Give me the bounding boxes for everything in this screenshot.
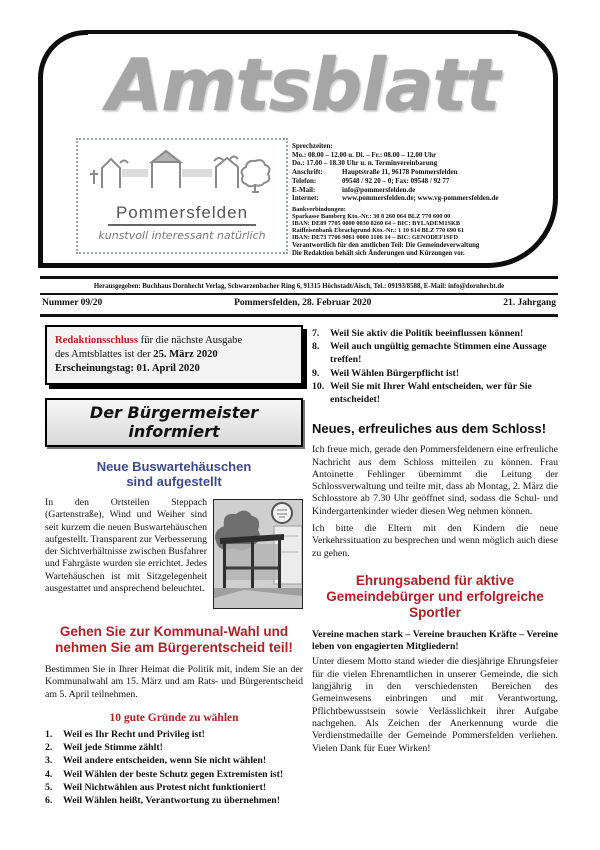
castle-sketch-icon [84,144,280,198]
bank-row: IBAN: DE89 7705 0000 0030 8260 64 – BIC: BYLADEM1SKB [292,220,461,228]
logo-name: Pommersfelden [108,203,256,226]
article-body-honors: Unter diesem Motto stand wieder die diesjährige Ehrungsfeier für die vielen Ehrenamtlichen in unserer Gemeinde, die sich langjährig in den verschiedensten Bereichen des Gemeinwesens einbringen und mit Verantwortung, Pflichtbewusstsein sowie Verlässlichkeit ihrer Aufgabe nachgehen. Als Zeichen der Anerkennung wurde die Verdienstmedaille der Gemeinde Pommersfelden verliehen. Vielen Dank für Euer Wirken! [312,656,558,754]
divider [40,314,558,317]
article-body-castle-p2: Ich bitte die Eltern mit den Kindern die neue Verkehrssituation zu besprechen und wenn möglich auch diese zu gehen. [312,523,558,559]
vote-reason-item: 5. Weil Nichtwählen aus Protest nicht funktioniert! [45,781,267,793]
vote-reason-item: 3. Weil andere entscheiden, wenn Sie nicht wählen! [45,755,267,767]
bank-row: Bankverbindungen: [292,206,346,213]
article-title-honors: Ehrungsabend für aktive Gemeindebürger und erfolgreiche Sportler [326,572,544,620]
vote-reason-item: 6. Weil Wählen heißt, Verantwortung zu übernehmen! [45,794,280,806]
issue-volume: 21. Jahrgang [503,298,556,308]
vote-reason-item: 4. Weil Wählen der beste Schutz gegen Extremisten ist! [45,768,284,780]
vote-reasons-list-right [312,327,558,406]
vote-reason-item: 2. Weil jede Stimme zählt! [45,742,163,754]
responsibility-note: Verantwortlich für den amtlichen Teil: Die Gemeindeverwaltung Die Redaktion behält sich Änderungen und Kürzungen vor. [292,242,480,257]
article-title-bus-shelters: Neue Buswartehäuschen sind aufgestellt [96,459,252,489]
municipality-logo [76,138,288,254]
contact-row: E-Mail: info@pommersfelden.de [292,185,416,194]
article-body-bus-shelters: In den Ortsteilen Steppach (Gartenstraße), Wind und Weiher sind seit kurzem die neuen Buswartehäuschen aufgestellt. Transparent zur Verbesserung der Sichtverhältnisse zwischen Busfahrer und Fahrgäste wurden sie errichtet. Jedes Wartehäuschen ist mit Sitzgelegenheit ausgestattet und ansprechend beleuchtet. [45,497,303,611]
contact-row: Internet: www.pommersfelden.de; www.vg-pommersfelden.de [292,194,499,203]
publisher-line: Herausgegeben: Buchhaus Dornhecht Verlag, Schwarzenbacher Ring 6, 91315 Höchstadt/Aisch, Tel.: 09193/8588, E-Mail: info@dornhecht.de [93,283,505,290]
logo-tagline: kunstvoll interessant natürlich [98,229,266,242]
vote-reasons-list-left [45,728,303,807]
article-title-castle-news: Neues, erfreuliches aus dem Schloss! [312,421,547,437]
vote-reason-item: 7. Weil Sie aktiv die Politik beeinflussen können! [312,328,524,339]
bank-row: IBAN: DE73 7706 9061 0000 1106 14 – BIC: GENODEF1SFD [292,234,459,242]
divider [40,276,558,279]
bank-info-block [292,206,550,241]
left-column [45,325,303,807]
contact-row: Sprechzeiten: [292,142,333,150]
deadline-date: 25. März 2020 [153,349,218,360]
bank-row: Sparkasse Bamberg Kto.-Nr.: 30 8 260 064 BLZ 770 600 00 [292,213,451,221]
article-intro-honors: Vereine machen stark – Vereine brauchen Kräfte – Vereine leben von engagierten Mitgliedern! [312,628,558,653]
contact-row: Telefon: 09548 / 92 20 – 0; Fax: 09548 / 92 77 [292,176,450,185]
mayor-informs-banner: Der Bürgermeister informiert [45,398,303,447]
bus-shelter-photo [213,499,303,609]
vote-reason-item: 8. Weil auch ungültig gemachte Stimmen eine Aussage treffen! [312,341,547,366]
article-body-election: Bestimmen Sie in Ihrer Heimat die Politik mit, indem Sie an der Kommunalwahl am 15. März und am Rats- und Bürgerentscheid am 5. April teilnehmen. [45,664,303,700]
contact-row: Mo.: 08.00 – 12.00 u. Di. – Fr.: 08.00 – 12.00 Uhr [292,150,437,159]
newsletter-title: Amtsblatt [106,43,500,127]
office-hours-block [292,142,550,203]
vote-reasons-title: 10 gute Gründe zu wählen [109,711,239,724]
article-title-election: Gehen Sie zur Kommunal-Wahl und nehmen Sie am Bürgerentscheid teil! [55,624,293,655]
vote-reason-item: 10. Weil Sie mit Ihrer Wahl entscheiden, wer für Sie entscheidet! [312,380,532,406]
contact-row: Anschrift: Hauptstraße 11, 96178 Pommersfelden [292,168,458,177]
issue-row [42,298,556,308]
issue-place-date: Pommersfelden, 28. Februar 2020 [234,298,372,308]
publication-date: Erscheinungstag: 01. April 2020 [55,363,200,374]
divider [40,293,558,295]
vote-reason-item: 1. Weil es Ihr Recht und Privileg ist! [45,728,205,740]
issue-number: Nummer 09/20 [42,298,103,308]
article-body-castle-p1: Ich freue mich, gerade den Pommersfeldenern eine erfreuliche Nachricht aus dem Schloss mitteilen zu können. Frau Antoinette Fehlinger übernimmt die Leitung der Schlossverwaltung und teilte mit, dass ab Montag, 2. März die Schlosstore ab 7.30 Uhr geöffnet sind, sodass die Schul- und Kindergartenkinder wieder diesen Weg nehmen können. [312,444,558,517]
right-column [312,325,558,755]
bank-row: Raiffeisenbank Ebrachgrund Kto.-Nr.: 1 10 614 BLZ 770 690 61 [292,227,465,235]
vote-reason-item: 9. Weil Wählen Bürgerpflicht ist! [312,367,460,379]
contact-row: Do.: 17.00 – 18.30 Uhr u. n. Terminvereinbarung [292,159,438,168]
deadline-notice-box: Redaktionsschluss für die nächste Ausgabe des Amtsblattes ist der 25. März 2020 Erscheinungstag: 01. April 2020 [45,325,303,385]
masthead-title-box [88,34,518,136]
deadline-label: Redaktionsschluss [55,335,139,346]
